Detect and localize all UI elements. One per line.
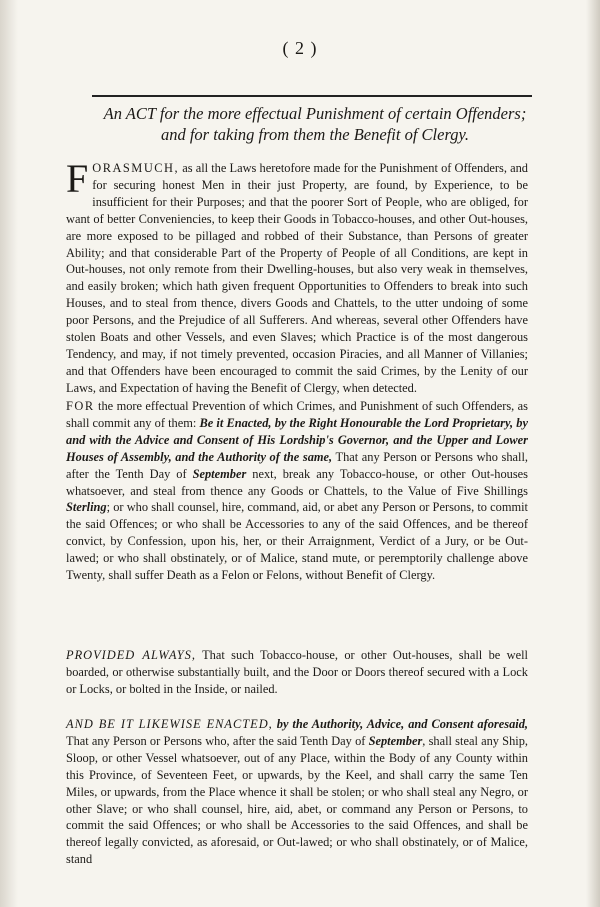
second-enactment-authority: by the Authority, Advice, and Consent aforesaid,: [276, 717, 528, 731]
page-number: ( 2 ): [282, 38, 318, 58]
drop-cap: F: [66, 156, 89, 201]
enacting-text-d: ; or who shall counsel, hire, command, aid, or abet any Person or Persons, to commit the said Offences; or who shall be Accessories to any of the said Offences, and be thereof convict, by Confession, upon his, her, or their Arraignment, Verdict of a Jury, or be Out-lawed; or who shall obstinately, or of Malice, stand mute, or peremptorily challenge above Twenty, shall suffer Death as a Felon or Felons, without Benefit of Clergy.: [66, 500, 528, 583]
second-enactment-text-b: , shall steal any Ship, Sloop, or other Vessel whatsoever, out of any Place, within the Body of any County within this Province, of Seventeen Feet, or upwards, by the Keel, and shall carry the same Ten Miles, or upwards, from the Place whence it shall be stolen; or who shall steal any Negro, or other Slave; or who shall counsel, hire, aid, abet, or command any Person or Persons, to commit the said Offences; or who shall be Accessories to the said Offences, and shall be thereof legally convicted, as aforesaid, or Out-lawed; or who shall obstinately, or of Malice, stand: [66, 733, 528, 867]
proviso-paragraph: [66, 647, 528, 698]
title-rule: [92, 95, 532, 97]
proviso-text: That such Tobacco-house, or other Out-houses, shall be well boarded, or otherwise substantially built, and the Door or Doors thereof secured with a Lock or Locks, or bolted in the Inside, or nailed.: [66, 648, 528, 696]
enacting-clause: Be it Enacted, by the Right Honourable the Lord Proprietary, by and with the Advice and Consent of His Lordship's Governor, and the Upper and Lower Houses of Assembly, and the Authority of the same,: [66, 415, 528, 464]
page-right-edge: [586, 0, 600, 907]
preamble-paragraph: [66, 156, 528, 397]
act-title: [80, 103, 550, 145]
enacting-text-c: next, break any Tobacco-house, or other Out-houses whatsoever, and steal from thence any Goods or Chattels, to the Value of Five Shillings: [66, 466, 528, 498]
enacting-text-a: the more effectual Prevention of which Crimes, and Punishment of such Offenders, as shall commit any of them:: [66, 399, 528, 430]
page-left-edge: [0, 0, 18, 907]
enacting-month: September: [192, 466, 247, 481]
enacting-text-b: That any Person or Persons who shall, after the Tenth Day of: [66, 449, 528, 481]
enacting-opening: FOR: [66, 399, 95, 413]
title-line-1: An ACT for the more effectual Punishment of certain Offenders;: [103, 104, 527, 123]
preamble-text: as all the Laws heretofore made for the Punishment of Offenders, and for securing honest Men in their just Property, are found, by Experience, to be insufficient for their Purposes; and that the poorer Sort of People, who are obliged, for want of better Conveniencies, to keep their Goods in Tobacco-houses, and other Out-houses, are more exposed to be pillaged and robbed of their Substance, than Persons of greater Ability; and that considerable Part of the Property of People of all Conditions, are kept in Out-houses, not only remote from their Dwelling-houses, but also very weak in themselves, and easily broken; which hath given frequent Opportunities to Offenders to break into such Houses, and to steal from thence, divers Goods and Chattels, to the utter undoing of some poor Persons, and the Prejudice of all Sufferers. And whereas, several other Offenders have stolen Boats and other Vessels, and even Slaves; which Practice is of the most dangerous Tendency, and may, if not timely prevented, occasion Piracies, and all Manner of Villanies; and that Offenders have been encouraged to commit the said Crimes, by the Lenity of our Laws, and Expectation of having the Benefit of Clergy, when detected.: [66, 161, 528, 395]
second-enactment-text-a: That any Person or Persons who, after the said Tenth Day of: [66, 733, 369, 748]
second-enactment-month: September: [368, 733, 423, 748]
second-enactment-paragraph: [66, 716, 528, 868]
title-line-2: and for taking from them the Benefit of Clergy.: [160, 125, 470, 144]
second-enactment-opening: AND BE IT LIKEWISE ENACTED,: [66, 717, 273, 731]
proviso-opening: PROVIDED ALWAYS,: [66, 648, 196, 662]
enacting-sterling: Sterling: [66, 500, 107, 515]
preamble-opening: ORASMUCH,: [92, 161, 180, 175]
enacting-paragraph: [66, 398, 528, 584]
